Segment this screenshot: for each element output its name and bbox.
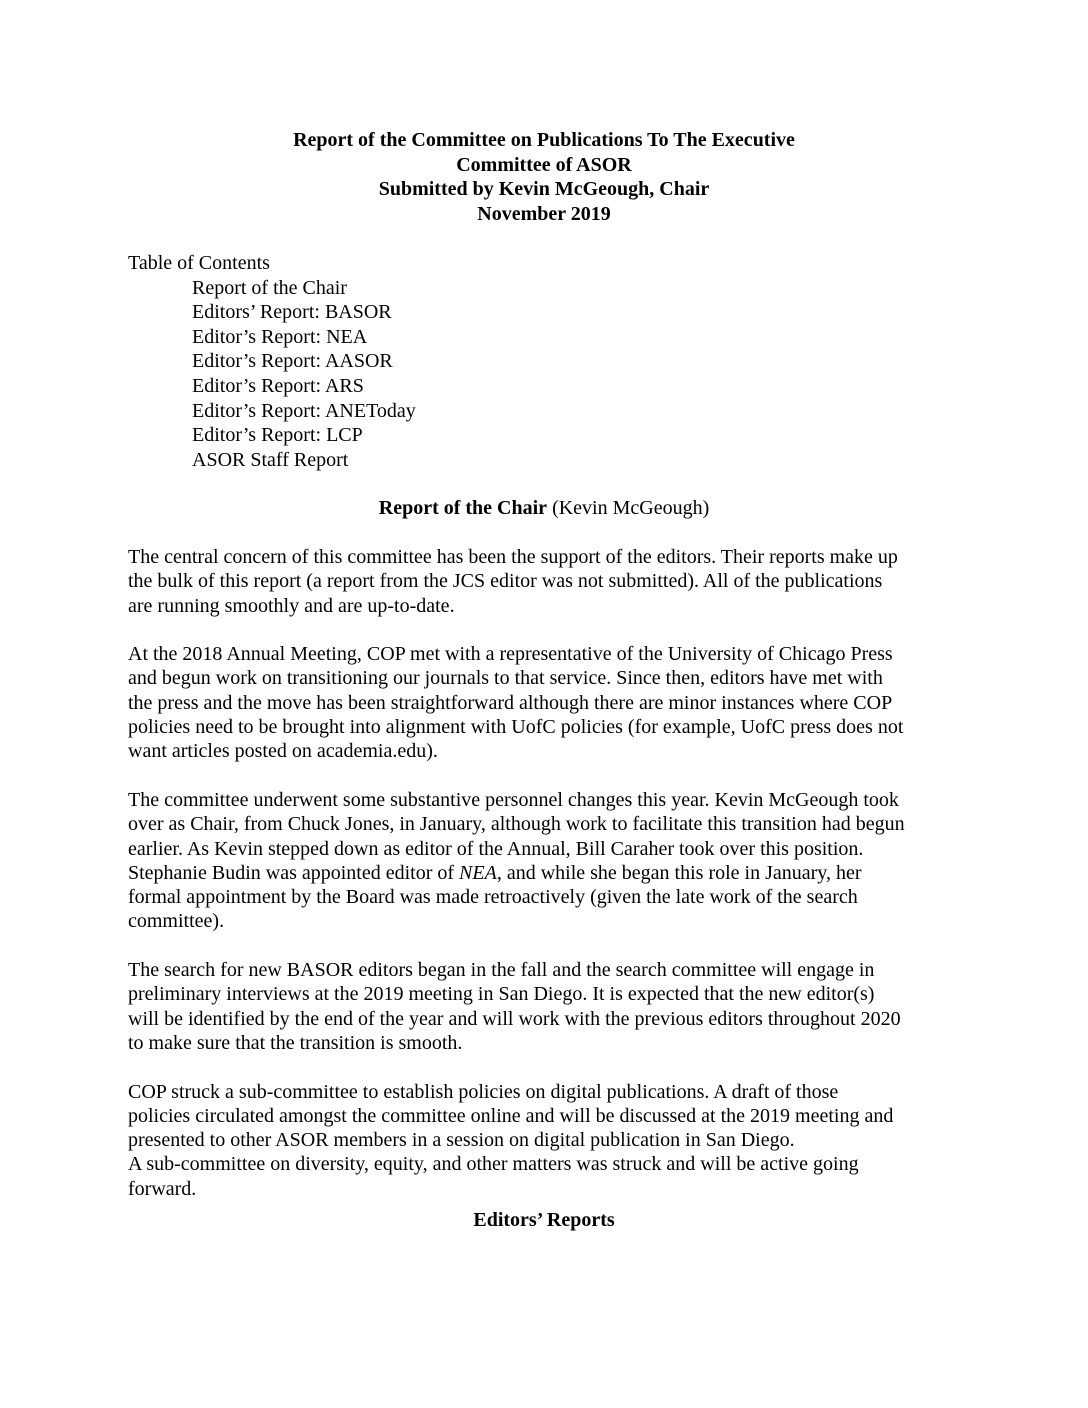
title-line: Committee of ASOR <box>456 153 632 176</box>
chair-report-heading <box>0 496 1088 520</box>
title-line: November 2019 <box>477 202 611 225</box>
editors-reports-heading-text: Editors’ Reports <box>473 1209 615 1231</box>
paragraph-line: want articles posted on academia.edu). <box>128 740 438 763</box>
table-of-contents <box>128 251 416 472</box>
paragraph-line: the bulk of this report (a report from the JCS editor was not submitted). All of the publications <box>128 570 883 593</box>
text-run: Stephanie Budin was appointed editor of <box>128 861 460 884</box>
toc-item: Editor’s Report: ARS <box>192 374 364 397</box>
paragraph-2 <box>128 642 960 763</box>
paragraph-line <box>128 861 960 885</box>
toc-item: Editor’s Report: AASOR <box>192 350 393 373</box>
chair-report-heading-author: (Kevin McGeough) <box>547 497 710 519</box>
paragraph-3 <box>128 788 960 934</box>
toc-item: Editors’ Report: BASOR <box>192 301 392 324</box>
paragraph-5 <box>128 1080 960 1201</box>
paragraph-line: will be identified by the end of the year and will work with the previous editors throughout 2020 <box>128 1007 901 1030</box>
paragraph-1 <box>128 545 960 618</box>
paragraph-line: policies circulated amongst the committee online and will be discussed at the 2019 meeting and <box>128 1104 894 1127</box>
toc-heading: Table of Contents <box>128 252 270 274</box>
chair-report-heading-bold: Report of the Chair <box>378 497 548 519</box>
paragraph-line: forward. <box>128 1177 197 1200</box>
paragraph-line: and begun work on transitioning our journals to that service. Since then, editors have met with <box>128 667 883 690</box>
toc-item: Editor’s Report: NEA <box>192 325 368 348</box>
paragraph-line: over as Chair, from Chuck Jones, in January, although work to facilitate this transition had begun <box>128 813 905 836</box>
title-line: Submitted by Kevin McGeough, Chair <box>378 178 710 200</box>
chair-report-body <box>128 545 960 1201</box>
paragraph-4 <box>128 958 960 1055</box>
paragraph-line: The central concern of this committee has been the support of the editors. Their reports make up <box>128 546 898 568</box>
paragraph-line: earlier. As Kevin stepped down as editor of the Annual, Bill Caraher took over this position. <box>128 837 864 860</box>
report-title <box>0 128 1088 226</box>
paragraph-line: policies need to be brought into alignment with UofC policies (for example, UofC press does not <box>128 716 904 739</box>
paragraph-line: presented to other ASOR members in a session on digital publication in San Diego. <box>128 1129 795 1152</box>
journal-name-nea: NEA <box>459 861 497 884</box>
paragraph-line: are running smoothly and are up-to-date. <box>128 594 455 617</box>
paragraph-line: the press and the move has been straightforward although there are minor instances where COP <box>128 691 893 714</box>
paragraph-line: The committee underwent some substantive personnel changes this year. Kevin McGeough took <box>128 788 899 811</box>
paragraph-line: committee). <box>128 910 225 933</box>
paragraph-line: COP struck a sub-committee to establish policies on digital publications. A draft of those <box>128 1080 839 1103</box>
toc-item: Report of the Chair <box>192 276 347 299</box>
toc-item: ASOR Staff Report <box>192 448 349 471</box>
text-run: , and while she began this role in January, her <box>496 861 862 884</box>
paragraph-line: to make sure that the transition is smooth. <box>128 1031 463 1054</box>
paragraph-line: At the 2018 Annual Meeting, COP met with a representative of the University of Chicago Press <box>128 643 893 666</box>
toc-item: Editor’s Report: LCP <box>192 424 363 447</box>
editors-reports-heading <box>0 1208 1088 1232</box>
paragraph-line: formal appointment by the Board was made retroactively (given the late work of the search <box>128 886 858 909</box>
paragraph-line: The search for new BASOR editors began in the fall and the search committee will engage in <box>128 959 875 982</box>
title-line: Report of the Committee on Publications To The Executive <box>293 129 795 151</box>
toc-item: Editor’s Report: ANEToday <box>192 399 416 422</box>
paragraph-line: A sub-committee on diversity, equity, and other matters was struck and will be active going <box>128 1153 859 1176</box>
paragraph-line: preliminary interviews at the 2019 meeting in San Diego. It is expected that the new editor(s) <box>128 983 875 1006</box>
